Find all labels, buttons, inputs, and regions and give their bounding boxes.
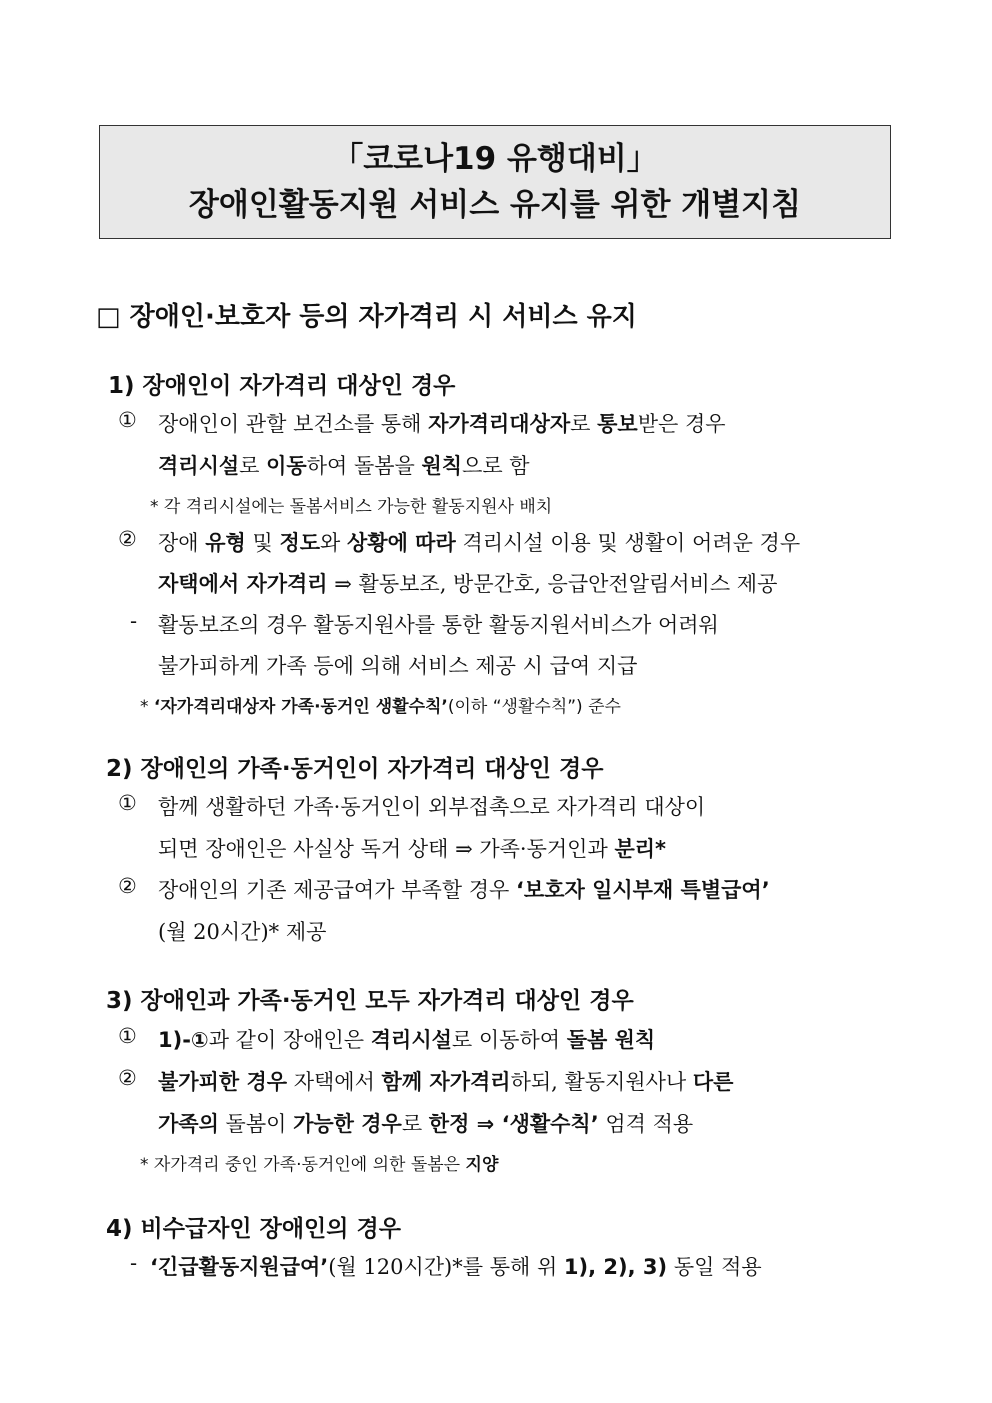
s1-item-1-note: * 각 격리시설에는 돌봄서비스 가능한 활동지원사 배치: [150, 497, 553, 517]
s3-item-1-e: 돌봄 원칙: [566, 1028, 656, 1052]
s1-dash-note-c: (이하 “생활수칙”) 준수: [447, 697, 621, 717]
s1-dash-line-2: 불가피하게 가족 등에 의해 서비스 제공 시 급여 지급: [158, 654, 638, 678]
s3-item-1-d: 로 이동하여: [451, 1028, 567, 1052]
s3-item-2-line-2: [158, 1108, 693, 1138]
s3-item-2-line-1: [158, 1066, 733, 1096]
s2-item-1-l2-b: 분리*: [614, 837, 666, 861]
s3-item-1-marker: ①: [118, 1024, 137, 1048]
s3-item-1-a: 1)-①: [158, 1028, 209, 1052]
s1-item-2-a: 장애: [158, 531, 206, 555]
s1-item-1-l2-f: 으로 함: [462, 454, 530, 478]
s1-dash-marker: -: [130, 609, 138, 633]
s1-item-1-marker: ①: [118, 408, 137, 432]
subsection-2-heading: 2) 장애인의 가족·동거인이 자가격리 대상인 경우: [106, 756, 604, 782]
s1-dash-line-1: [158, 609, 896, 639]
s1-item-1-l2-e: 원칙: [421, 454, 463, 478]
title-line-1: 「코로나19 유행대비」: [332, 141, 658, 177]
s3-item-2-l2-c: 가능한 경우: [293, 1112, 402, 1136]
s3-note: [140, 1150, 498, 1175]
s3-note-a: * 자가격리 중인 가족·동거인에 의한 돌봄은: [140, 1155, 466, 1175]
s1-item-1-text-d: 통보: [597, 412, 638, 436]
s3-note-b: 지양: [465, 1155, 499, 1175]
s3-item-1-b: 과 같이 장애인은: [208, 1028, 371, 1052]
subsection-3-heading: 3) 장애인과 가족·동거인 모두 자가격리 대상인 경우: [106, 988, 634, 1014]
s1-item-1-l2-a: 격리시설: [158, 454, 240, 478]
s2-item-1-marker: ①: [118, 791, 137, 815]
subsection-4-heading: 4) 비수급자인 장애인의 경우: [106, 1216, 401, 1242]
s1-item-2-f: 상황에 따라: [347, 531, 456, 555]
s4-dash-marker: -: [130, 1251, 138, 1275]
s1-item-1-line-1: [158, 408, 896, 438]
s2-item-1-line-2: [158, 833, 666, 863]
s1-item-2-c: 및: [245, 531, 280, 555]
s3-item-2-b: 자택에서: [287, 1070, 382, 1094]
s4-dash-b: (월 120시간)*를 통해 위: [328, 1255, 564, 1279]
s2-item-2-marker: ②: [118, 874, 137, 898]
s1-item-2-l2-a: 자택에서 자가격리: [158, 572, 328, 596]
s3-item-2-marker: ②: [118, 1066, 137, 1090]
s2-item-1-line-1: 함께 생활하던 가족·동거인이 외부접촉으로 자가격리 대상이: [158, 795, 706, 819]
title-line-2: 장애인활동지원 서비스 유지를 위한 개별지침: [188, 187, 802, 223]
s1-item-2-marker: ②: [118, 527, 137, 551]
s3-item-2-l2-b: 돌봄이: [218, 1112, 294, 1136]
s1-dash-note-b: ‘자가격리대상자 가족·동거인 생활수칙’: [153, 697, 448, 717]
s4-dash-a: ‘긴급활동지원급여’: [150, 1255, 329, 1279]
s3-item-2-l2-d: 로: [401, 1112, 429, 1136]
s1-item-2-line-2: [158, 568, 777, 598]
s4-dash-line: [150, 1251, 762, 1281]
s1-dash-text-1: 활동보조의 경우 활동지원사를 통한 활동지원서비스가 어려워: [158, 613, 719, 637]
s1-item-1-text-c: 로: [570, 412, 598, 436]
s1-item-1-l2-b: 로: [239, 454, 267, 478]
title-box: [99, 125, 891, 239]
s3-item-2-l2-e: 한정 ⇒ ‘생활수칙’: [428, 1112, 599, 1136]
s4-dash-d: 동일 적용: [667, 1255, 762, 1279]
s1-dash-note-a: *: [140, 697, 154, 717]
s3-item-2-l2-f: 엄격 적용: [598, 1112, 694, 1136]
s1-item-2-line-1: [158, 527, 800, 557]
s1-item-2-g: 격리시설 이용 및 생활이 어려운 경우: [455, 531, 801, 555]
s4-dash-c: 1), 2), 3): [563, 1255, 668, 1279]
s1-item-1-text-e: 받은 경우: [637, 412, 726, 436]
section-heading: □ 장애인·보호자 등의 자가격리 시 서비스 유지: [96, 302, 637, 332]
s2-item-2-b: ‘보호자 일시부재 특별급여’: [515, 878, 770, 902]
s2-item-2-line-2: (월 20시간)* 제공: [158, 920, 327, 944]
s1-item-1-text-b: 자가격리대상자: [428, 412, 571, 436]
s1-item-2-d: 정도: [279, 531, 321, 555]
s3-item-2-c: 함께 자가격리: [381, 1070, 511, 1094]
s1-item-2-e: 와: [320, 531, 348, 555]
s2-item-2-a: 장애인의 기존 제공급여가 부족할 경우: [158, 878, 516, 902]
s3-item-2-a: 불가피한 경우: [158, 1070, 288, 1094]
s1-item-1-l2-d: 하여 돌봄을: [306, 454, 422, 478]
s3-item-1-line-1: [158, 1024, 655, 1054]
subsection-1-heading: 1) 장애인이 자가격리 대상인 경우: [108, 373, 456, 399]
s3-item-2-d: 하되, 활동지원사나: [510, 1070, 693, 1094]
s3-item-2-l2-a: 가족의: [158, 1112, 219, 1136]
s2-item-2-line-1: [158, 874, 770, 904]
s1-dash-note: [140, 692, 621, 717]
s1-item-2-b: 유형: [205, 531, 246, 555]
s2-item-1-l2-a: 되면 장애인은 사실상 독거 상태 ⇒ 가족·동거인과: [158, 837, 615, 861]
s3-item-1-c: 격리시설: [370, 1028, 452, 1052]
s3-item-2-e: 다른: [692, 1070, 734, 1094]
s1-item-2-l2-b: ⇒ 활동보조, 방문간호, 응급안전알림서비스 제공: [327, 572, 778, 596]
s1-item-1-l2-c: 이동: [266, 454, 307, 478]
s1-item-1-line-2: [158, 450, 530, 480]
s1-item-1-text-a: 장애인이 관할 보건소를 통해: [158, 412, 429, 436]
